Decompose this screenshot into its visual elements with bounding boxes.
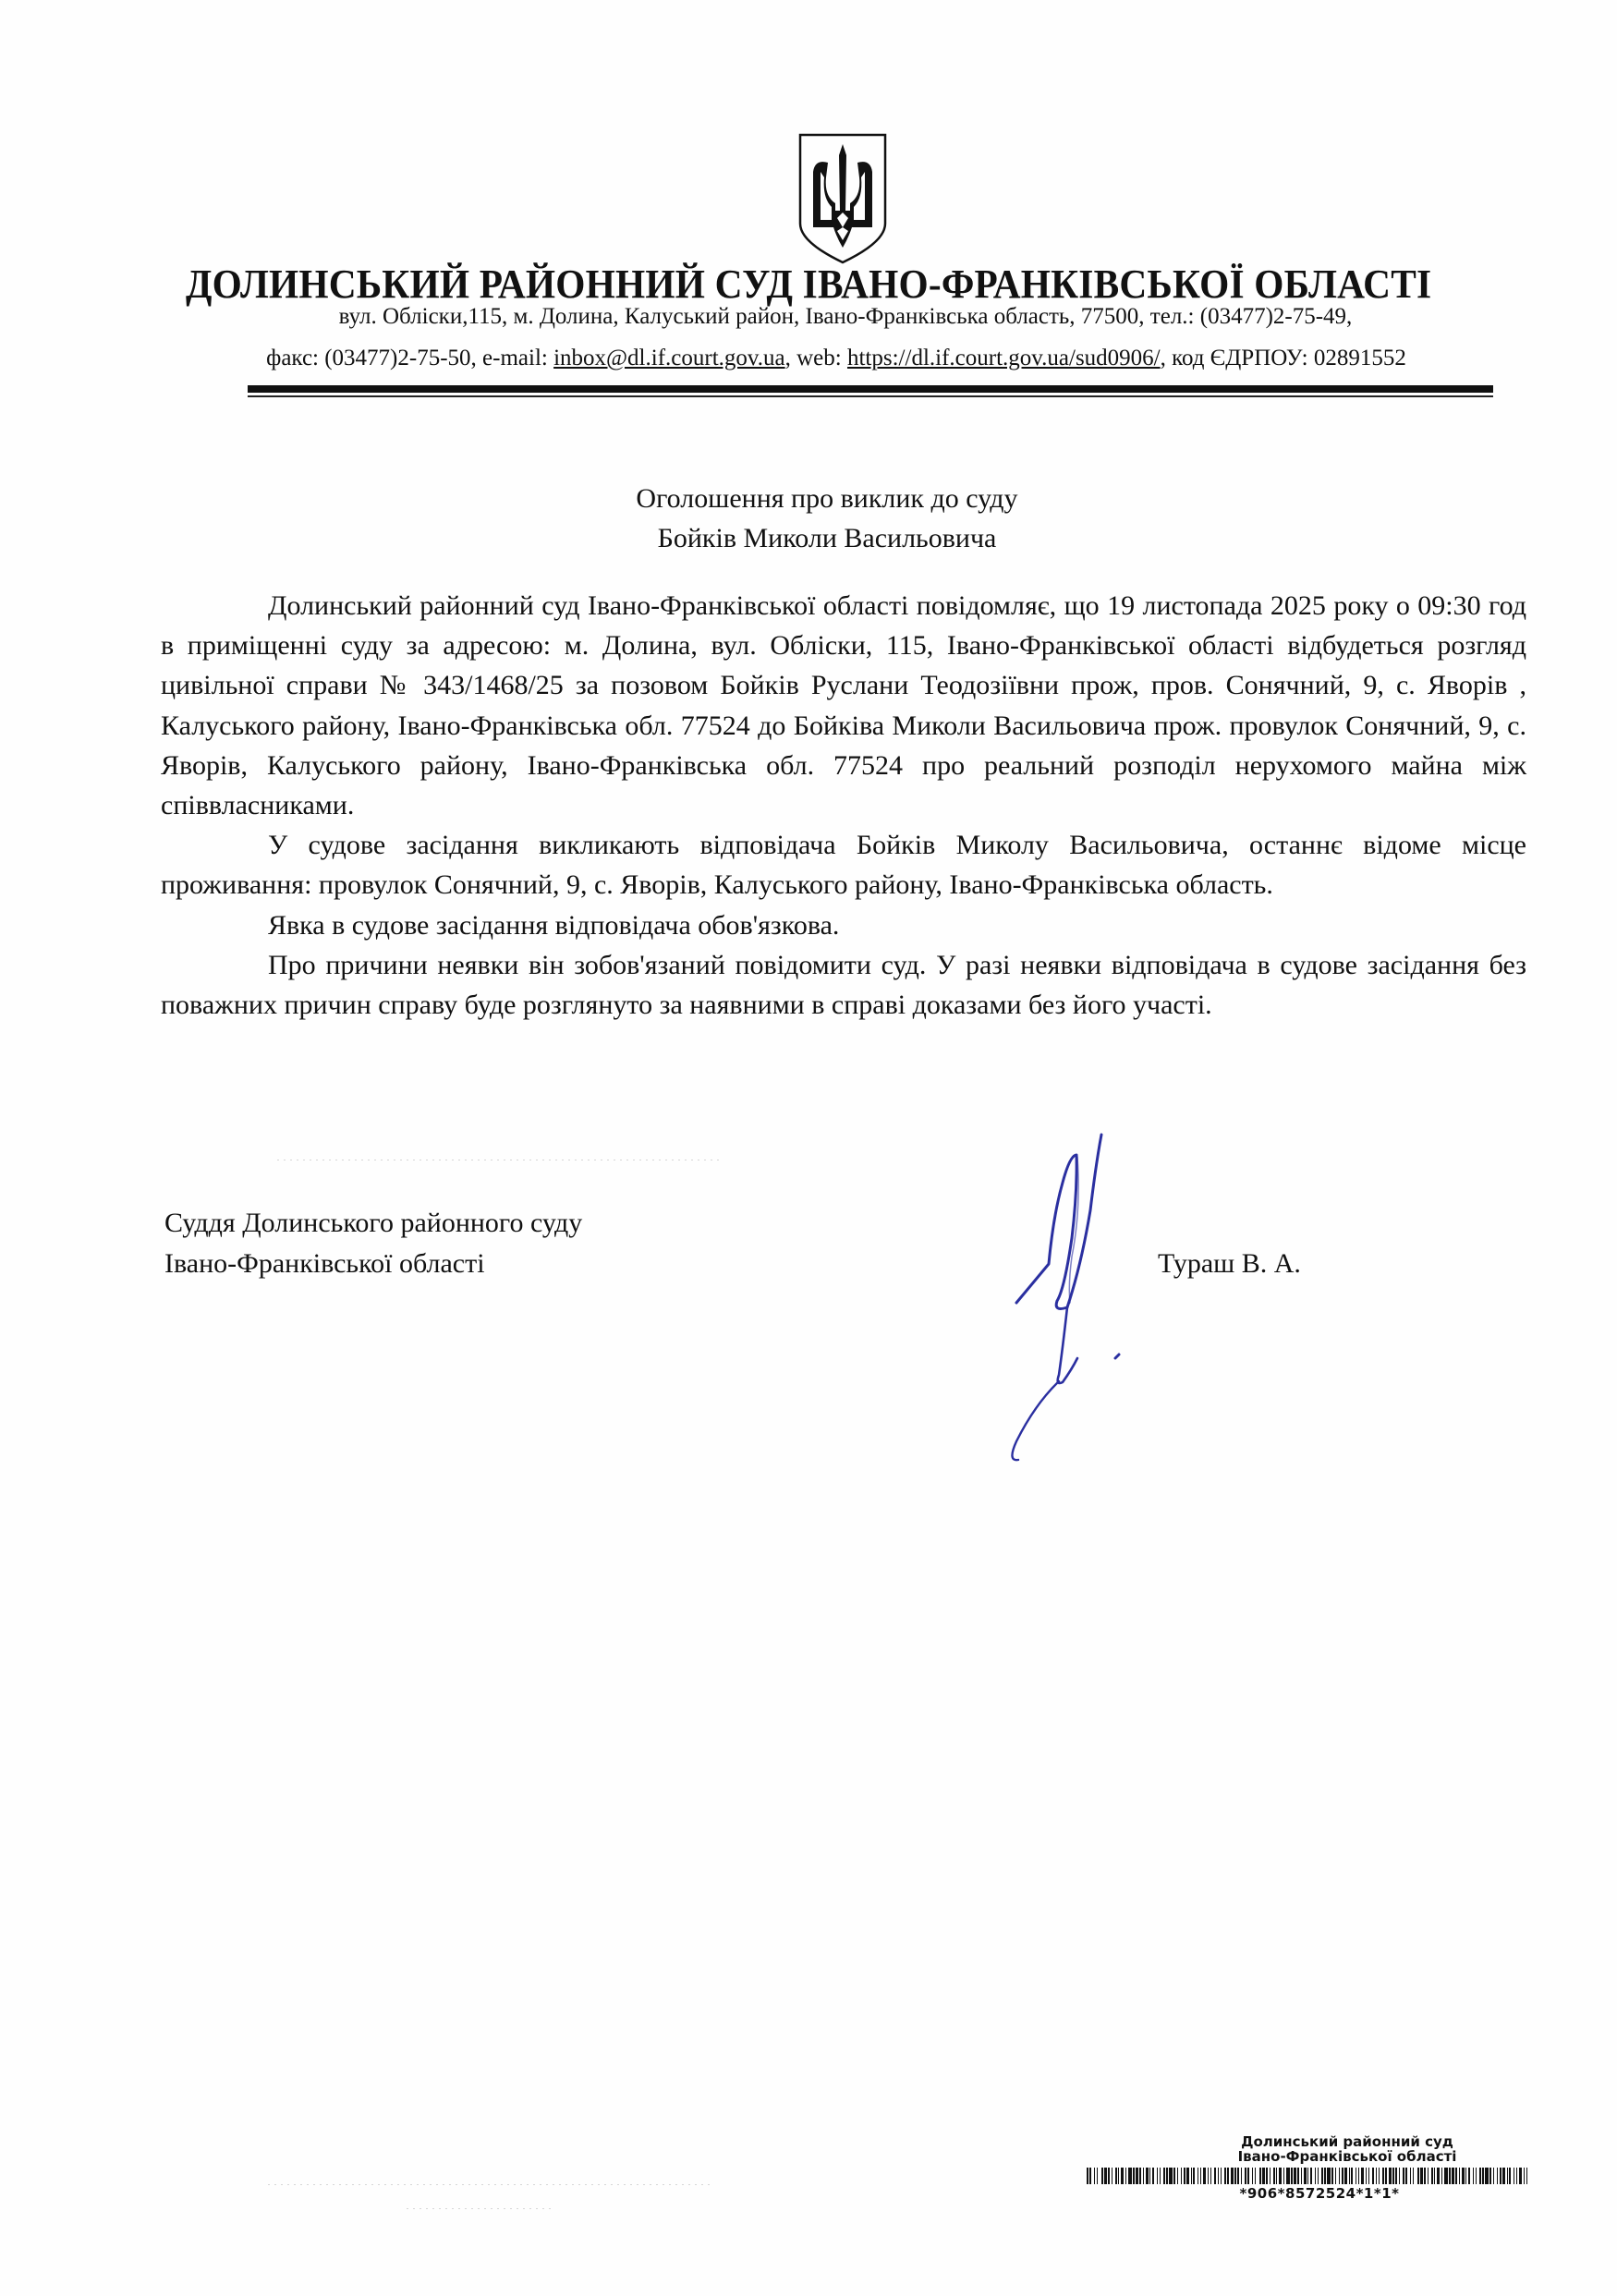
notice-title: Оголошення про виклик до суду (636, 483, 1018, 514)
judge-name: Тураш В. А. (1158, 1248, 1301, 1279)
website-link[interactable]: https://dl.if.court.gov.ua/sud0906/ (846, 346, 1161, 371)
paragraph-summons: У судове засідання викликають відповідача Бойків Миколу Васильовича, останнє відоме місце проживання: провулок Сонячний, 9, с. Яворів, Калуського району, Івано-Франківська область. (161, 830, 1526, 901)
court-name-heading: ДОЛИНСЬКИЙ РАЙОННИЙ СУД ІВАНО-ФРАНКІВСЬКОЇ ОБЛАСТІ (185, 261, 1432, 307)
header-divider-thick (248, 385, 1493, 393)
judge-position (164, 1203, 582, 1284)
paragraph-attendance: Явка в судове засідання відповідача обов'язкова. (268, 909, 840, 941)
barcode-label-line1: Долинський районний суд (1241, 2133, 1453, 2150)
email-link[interactable]: inbox@dl.if.court.gov.ua (553, 346, 785, 371)
scan-noise (268, 2184, 711, 2185)
fax-label: факс: (03477)2-75-50, e-mail: (266, 346, 554, 371)
judge-position-line2: Івано-Франківської області (164, 1248, 485, 1279)
notice-subject-name: Бойків Миколи Васильовича (657, 523, 997, 553)
judge-position-line1: Суддя Долинського районного суду (164, 1208, 583, 1238)
document-barcode (1087, 2134, 1534, 2201)
scan-noise (407, 2208, 554, 2209)
paragraph-hearing-details: Долинський районний суд Івано-Франківської області повідомляє, що 19 листопада 2025 року о 09:30 год в приміщенні суду за адресою: м. Долина, вул. Обліски, 115, Івано-Франківської області відбудеться розгляд цивільної справи № 343/1468/25 за позовом Бойків Руслани Теодозіївни прож, пров. Сонячний, 9, с. Яворів , Калуського району, Івано-Франківська обл. 77524 до Бойківа Миколи Васильовича прож. провулок Сонячний, 9, с. Яворів, Калуського району, Івано-Франківська обл. 77524 про реальний розподіл нерухомого майна між співвласниками. (161, 590, 1526, 821)
court-contacts (0, 345, 1617, 372)
court-address: вул. Обліски,115, м. Долина, Калуський район, Івано-Франківська область, 77500, тел.: (03477)2-75-49, (338, 304, 1353, 329)
notice-body (161, 586, 1526, 1025)
handwritten-signature-icon (998, 1127, 1183, 1478)
edrpou-code: , код ЄДРПОУ: 02891552 (1160, 346, 1406, 371)
trident-emblem-icon (796, 131, 889, 265)
barcode-number: *906*8572524*1*1* (1239, 2185, 1400, 2202)
paragraph-absence-consequences: Про причини неявки він зобов'язаний повідомити суд. У разі неявки відповідача в судове засідання без поважних причин справу буде розглянуто за наявними в справі доказами без його участі. (161, 949, 1526, 1021)
web-label: , web: (784, 346, 847, 371)
header-divider-thin (248, 395, 1493, 397)
barcode-label-line2: Івано-Франківської області (1237, 2148, 1457, 2165)
barcode-bars (1087, 2168, 1534, 2184)
